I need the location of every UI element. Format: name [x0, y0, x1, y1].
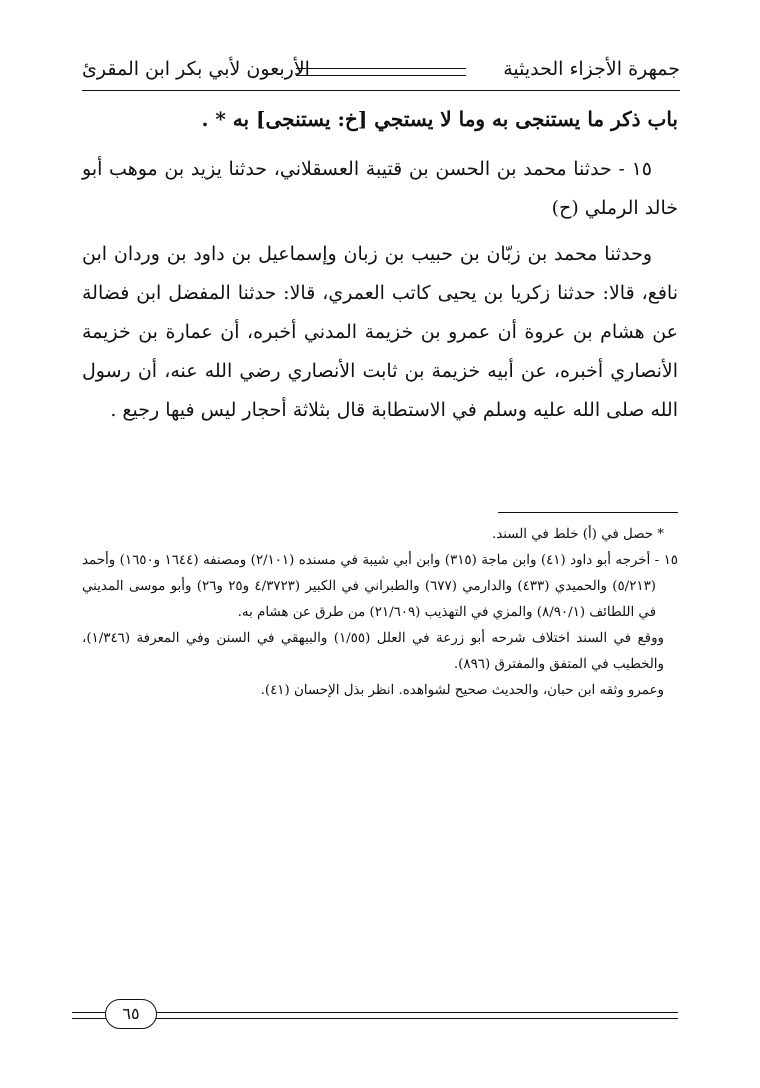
header-double-rule — [296, 68, 466, 76]
footnote-star: * حصل في (أ) خلط في السند. — [491, 527, 664, 542]
header-rule — [82, 90, 680, 91]
page-number: ٦٥ — [105, 999, 157, 1029]
footnote-separator — [498, 512, 678, 513]
footnote-isnad-note: ووقع في السند اختلاف شرحه أبو زرعة في العلل (١/٥٥) والبيهقي في السنن وفي المعرفة (١/٣٤٦)، والخطيب في المتفق والمفترق (٨٩٦). — [82, 631, 664, 672]
running-header — [82, 52, 680, 92]
main-text — [82, 150, 678, 437]
footnote-grading: وعمرو وثقه ابن حبان، والحديث صحيح لشواهده. انظر بذل الإحسان (٤١). — [260, 683, 664, 698]
footnotes — [82, 522, 678, 704]
footnote-15: ١٥ - أخرجه أبو داود (٤١) وابن ماجة (٣١٥) وابن أبي شيبة في مسنده (٢/١٠١) ومصنفه (١٦٤٤ و١٦٥٠) وأحمد (٥/٢١٣) والحميدي (٤٣٣) والدارمي (٦٧٧) والطبراني في الكبير (٤/٣٧٢٣ و٢٥ و٢٦) وأبو موسى المديني في اللطائف (٨/٩٠/١) والمزي في التهذيب (٢١/٦٠٩) من طرق عن هشام به. — [82, 553, 678, 620]
paragraph-hadith-chain-1: ١٥ - حدثنا محمد بن الحسن بن قتيبة العسقلاني، حدثنا يزيد بن موهب أبو خالد الرملي (ح) — [82, 158, 678, 219]
section-title: الأربعون لأبي بكر ابن المقرئ — [82, 58, 310, 80]
footer-rule — [72, 1012, 678, 1019]
paragraph-hadith-chain-2: وحدثنا محمد بن زبّان بن حبيب بن زبان وإسماعيل بن داود بن وردان ابن نافع، قالا: حدثنا زكريا بن يحيى كاتب العمري، قالا: حدثنا المفضل ابن فضالة عن هشام بن عروة أن عمرو بن خزيمة المدني أخبره، أن عمارة بن خزيمة الأنصاري أخبره، عن أبيه خزيمة بن ثابت الأنصاري رضي الله عنه، أن رسول الله صلى الله عليه وسلم في الاستطابة قال بثلاثة أحجار ليس فيها رجيع . — [82, 243, 678, 421]
book-title: جمهرة الأجزاء الحديثية — [503, 58, 680, 80]
chapter-heading: باب ذكر ما يستنجى به وما لا يستجي [خ: يستنجى] به * . — [201, 107, 678, 131]
